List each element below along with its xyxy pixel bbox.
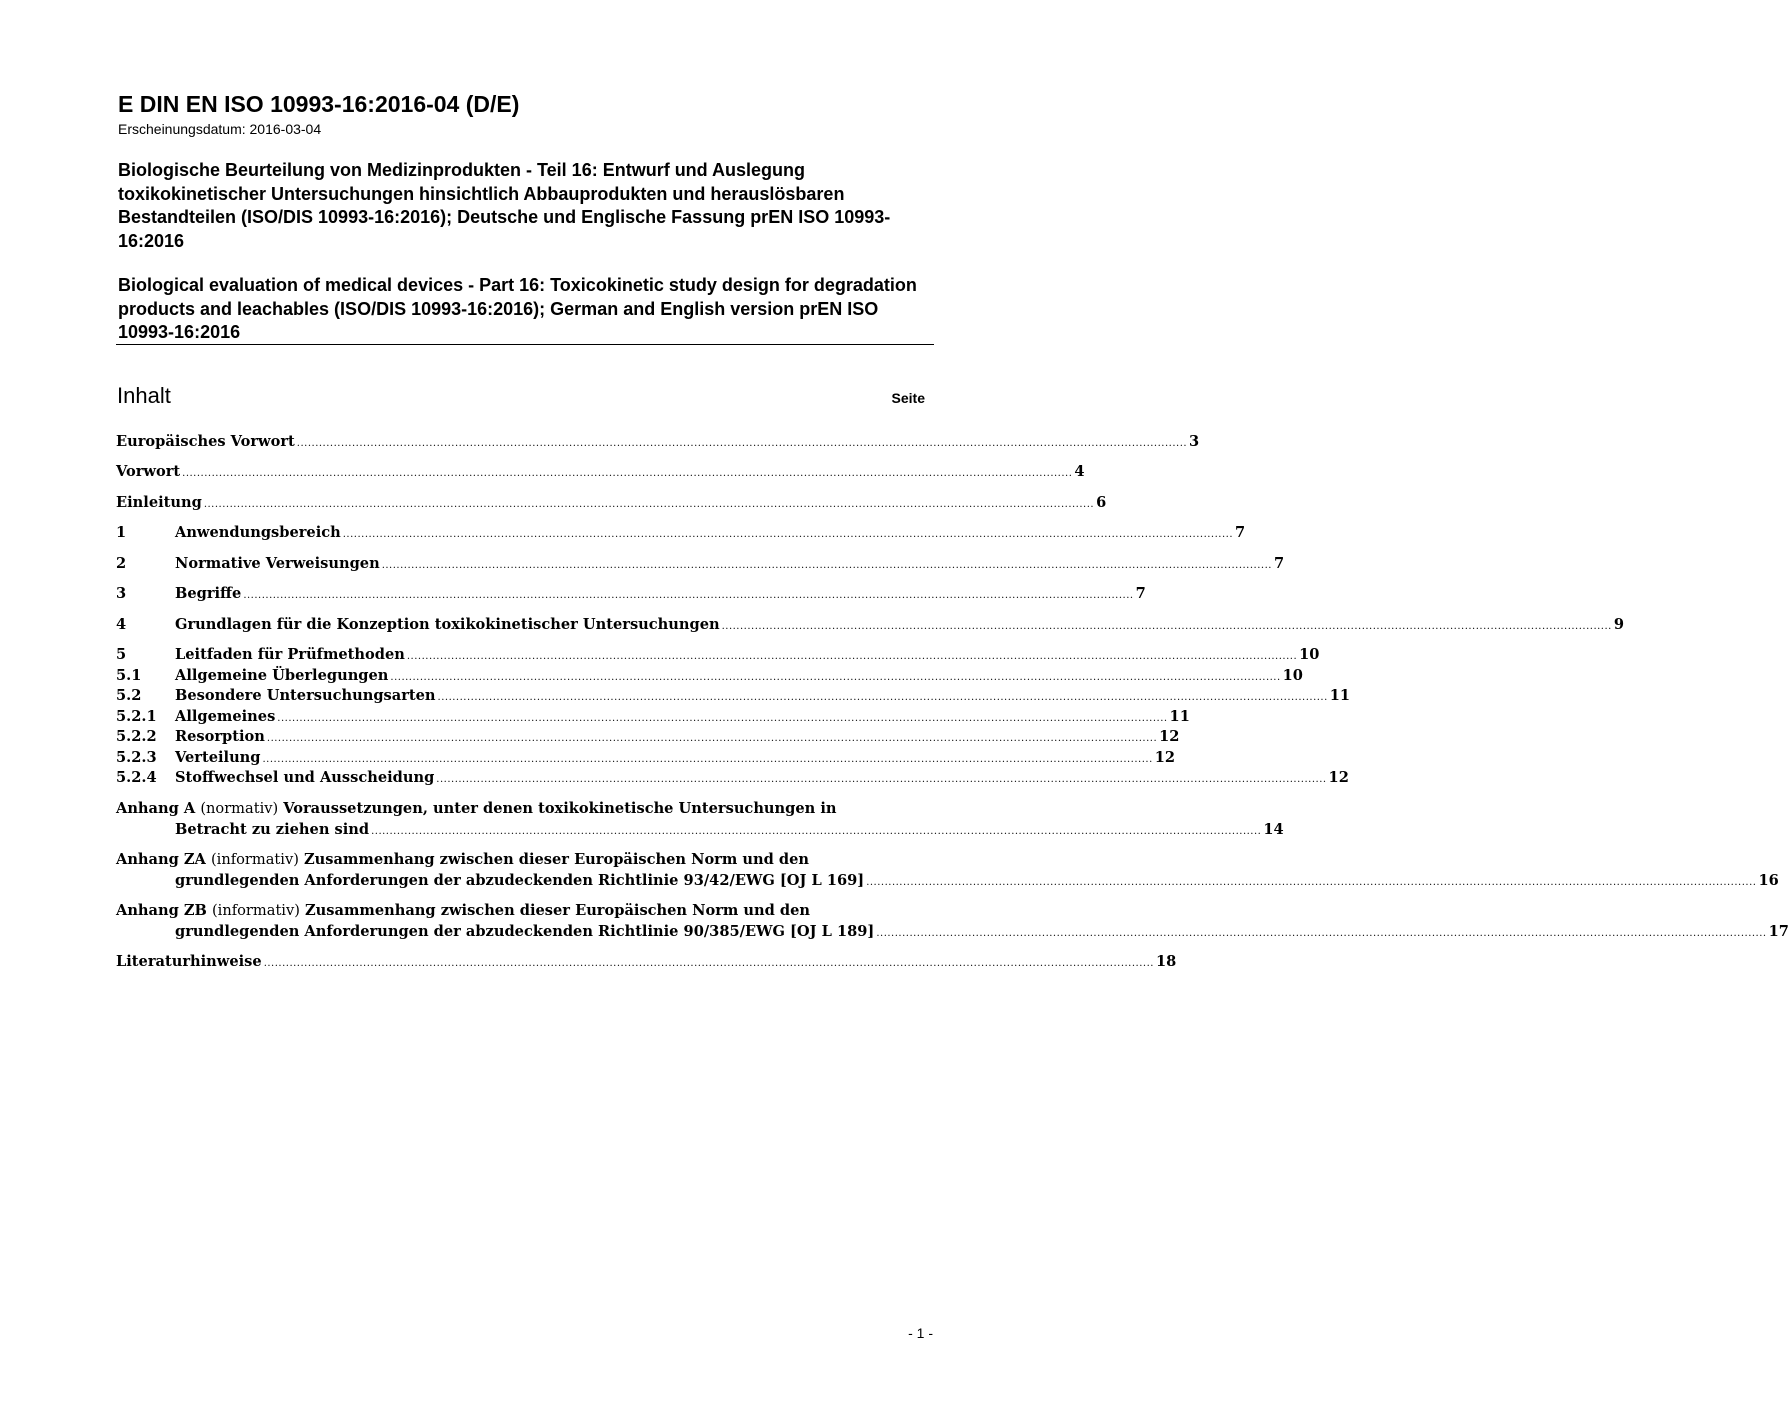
toc-entry[interactable]	[116, 554, 1285, 574]
toc-entry[interactable]	[116, 666, 1303, 686]
toc-entry-text: Vorwort	[116, 463, 181, 480]
document-id: E DIN EN ISO 10993-16:2016-04 (D/E)	[118, 91, 520, 117]
toc-entry-text: Verteilung	[175, 749, 261, 766]
toc-entry-page: 11	[1169, 708, 1190, 725]
toc-entry-text: Allgemeines	[175, 708, 276, 725]
toc-entry-number: 5.2.4	[116, 769, 157, 786]
toc-entry-number: 1	[116, 524, 127, 541]
annex-label: Anhang A	[116, 800, 196, 817]
toc-entry-number: 5.2.1	[116, 708, 157, 725]
page-number: - 1 -	[908, 1325, 933, 1341]
toc-leader: ..................................................................................................................................................................................................................................................	[182, 468, 1073, 479]
toc-entry-page: 3	[1189, 433, 1200, 450]
toc-entry-page: 4	[1074, 463, 1085, 480]
toc-leader: ..................................................................................................................................................................................................................................................	[406, 651, 1298, 662]
toc-entry-page: 12	[1159, 728, 1180, 745]
toc-entry-number: 4	[116, 616, 127, 633]
toc-leader: ..................................................................................................................................................................................................................................................	[266, 733, 1158, 744]
toc-leader: ..................................................................................................................................................................................................................................................	[203, 499, 1095, 510]
toc-leader: ..................................................................................................................................................................................................................................................	[277, 713, 1168, 724]
title-divider	[116, 344, 934, 345]
toc-annex-a-line1[interactable]	[116, 799, 928, 819]
toc-leader: ..................................................................................................................................................................................................................................................	[342, 529, 1233, 540]
toc-entry[interactable]	[116, 645, 1320, 665]
publication-date: Erscheinungsdatum: 2016-03-04	[118, 121, 322, 137]
toc-leader: ..................................................................................................................................................................................................................................................	[296, 438, 1188, 449]
toc-entry-number: 5.2.2	[116, 728, 157, 745]
toc-annex-za-line2[interactable]	[116, 871, 1779, 891]
toc-leader: ..................................................................................................................................................................................................................................................	[381, 560, 1272, 571]
toc-entry-page: 11	[1329, 687, 1351, 704]
annex-title-cont: grundlegenden Anforderungen der abzudeckenden Richtlinie 93/42/EWG [OJ L 169]	[175, 872, 865, 889]
toc-leader: ..................................................................................................................................................................................................................................................	[437, 692, 1328, 703]
toc-entry[interactable]	[116, 707, 1190, 727]
toc-leader: ..................................................................................................................................................................................................................................................	[866, 877, 1757, 888]
toc-entry-text: Literaturhinweise	[116, 953, 262, 970]
toc-entry[interactable]	[116, 432, 1200, 452]
toc-entry-text: Resorption	[175, 728, 265, 745]
toc-annex-za-line1[interactable]	[116, 850, 928, 870]
toc-entry-number: 5	[116, 646, 127, 663]
annex-title: Zusammenhang zwischen dieser Europäischen Norm und den	[304, 851, 810, 868]
toc-entry-number: 5.1	[116, 667, 142, 684]
toc-entry-page: 17	[1768, 923, 1789, 940]
toc-entry-text: Einleitung	[116, 494, 202, 511]
toc-annex-a-line2[interactable]	[116, 820, 1284, 840]
toc-bibliography[interactable]	[116, 952, 1177, 972]
toc-leader: ..................................................................................................................................................................................................................................................	[263, 958, 1154, 969]
toc-entry[interactable]	[116, 748, 1176, 768]
toc-page-label: Seite	[891, 390, 925, 406]
toc-entry-text: Anwendungsbereich	[175, 524, 341, 541]
toc-leader: ..................................................................................................................................................................................................................................................	[390, 672, 1281, 683]
annex-title-cont: grundlegenden Anforderungen der abzudeckenden Richtlinie 90/385/EWG [OJ L 189]	[175, 923, 875, 940]
annex-title-cont: Betracht zu ziehen sind	[175, 821, 370, 838]
toc-leader: ..................................................................................................................................................................................................................................................	[262, 754, 1153, 765]
toc-entry-page: 7	[1235, 524, 1246, 541]
toc-entry-page: 6	[1096, 494, 1107, 511]
title-german: Biologische Beurteilung von Medizinprodukten - Teil 16: Entwurf und Auslegung toxikokinetischer Untersuchungen hinsichtlich Abbauprodukten und herauslösbaren Bestandteilen (ISO/DIS 10993-16:2016); Deutsche und Englische Fassung prEN ISO 10993-16:2016	[118, 160, 891, 251]
toc-entry-text: Begriffe	[175, 585, 242, 602]
toc-entry-number: 5.2	[116, 687, 142, 704]
toc-entry-number: 5.2.3	[116, 749, 157, 766]
toc-leader: ..................................................................................................................................................................................................................................................	[876, 928, 1767, 939]
toc-entry-text: Leitfaden für Prüfmethoden	[175, 646, 405, 663]
toc-entry-page: 7	[1273, 555, 1285, 572]
toc-entry-text: Allgemeine Überlegungen	[175, 667, 389, 684]
toc-leader: ..................................................................................................................................................................................................................................................	[721, 621, 1612, 632]
toc-entry-number: 3	[116, 585, 127, 602]
toc-entry-text: Europäisches Vorwort	[116, 433, 295, 450]
toc-entry[interactable]	[116, 727, 1180, 747]
toc-annex-zb-line2[interactable]	[116, 922, 1789, 942]
toc-entry[interactable]	[116, 768, 1349, 788]
toc-entry[interactable]	[116, 686, 1351, 706]
toc-leader: ..................................................................................................................................................................................................................................................	[243, 590, 1134, 601]
annex-title: Voraussetzungen, unter denen toxikokinetische Untersuchungen in	[283, 800, 837, 817]
toc-leader: ..................................................................................................................................................................................................................................................	[436, 774, 1327, 785]
toc-entry[interactable]	[116, 584, 1146, 604]
annex-title: Zusammenhang zwischen dieser Europäischen Norm und den	[305, 902, 811, 919]
toc-entry-page: 14	[1263, 821, 1284, 838]
toc-entry-text: Stoffwechsel und Ausscheidung	[175, 769, 435, 786]
toc-entry-text: Besondere Untersuchungsarten	[175, 687, 436, 704]
toc-entry-text: Normative Verweisungen	[175, 555, 380, 572]
toc-entry-page: 7	[1135, 585, 1146, 602]
toc-entry[interactable]	[116, 493, 1107, 513]
annex-kind: (informativ)	[210, 851, 299, 868]
annex-label: Anhang ZB	[116, 902, 207, 919]
toc-annex-zb-line1[interactable]	[116, 901, 928, 921]
title-english: Biological evaluation of medical devices - Part 16: Toxicokinetic study design for degradation products and leachables (ISO/DIS 10993-16:2016); German and English version prEN ISO 10993-16:2016	[118, 275, 917, 342]
toc-leader: ..................................................................................................................................................................................................................................................	[371, 826, 1262, 837]
toc-entry-page: 18	[1155, 953, 1177, 970]
toc-entry[interactable]	[116, 615, 1624, 635]
toc-entry-page: 12	[1154, 749, 1176, 766]
toc-entry-page: 9	[1613, 616, 1624, 633]
toc-entry-page: 16	[1758, 872, 1779, 889]
toc-entry[interactable]	[116, 523, 1246, 543]
toc-entry-page: 10	[1282, 667, 1303, 684]
annex-kind: (normativ)	[200, 800, 279, 817]
toc-entry-number: 2	[116, 555, 127, 572]
annex-kind: (informativ)	[211, 902, 300, 919]
annex-label: Anhang ZA	[116, 851, 206, 868]
toc-entry-page: 10	[1299, 646, 1320, 663]
toc-entry-page: 12	[1328, 769, 1349, 786]
toc-heading: Inhalt	[117, 383, 171, 408]
toc-entry-text: Grundlagen für die Konzeption toxikokinetischer Untersuchungen	[175, 616, 720, 633]
toc-entry[interactable]	[116, 462, 1085, 482]
